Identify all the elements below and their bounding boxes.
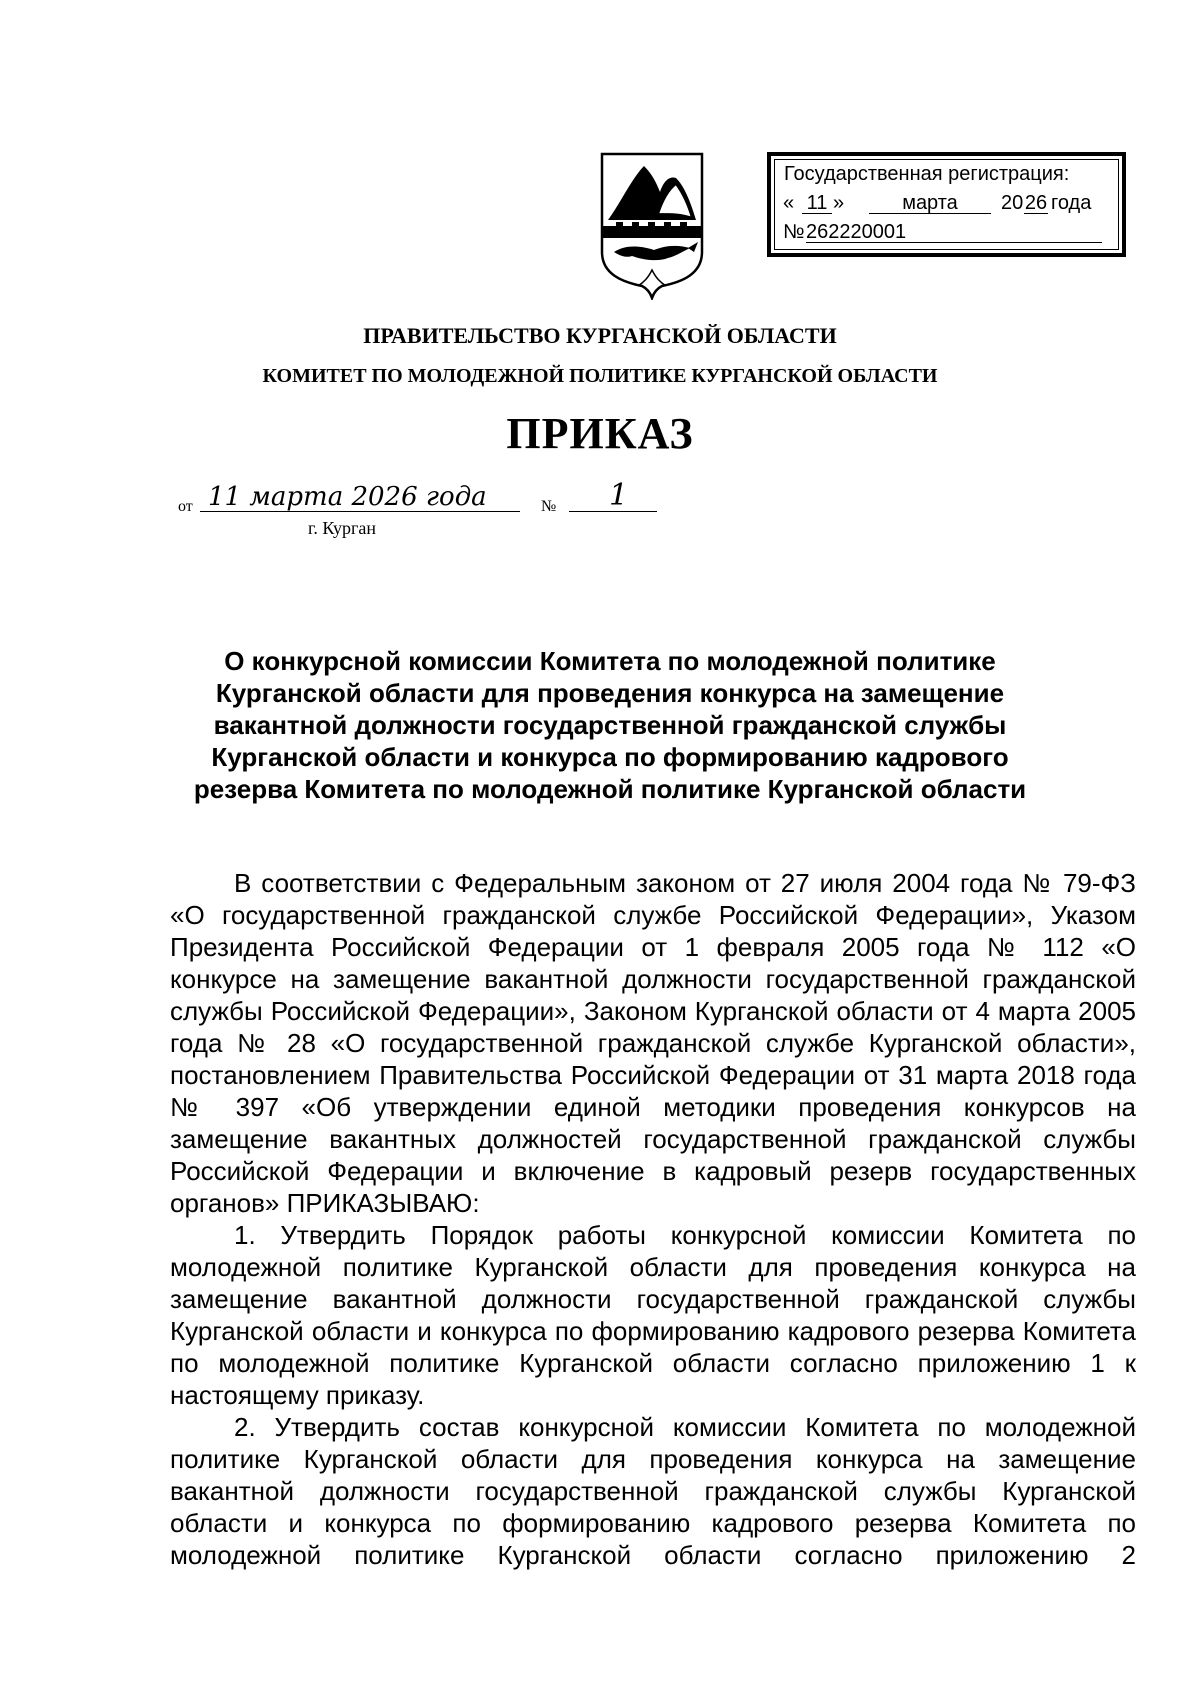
registration-title: Государственная регистрация:: [784, 163, 1070, 185]
government-title: ПРАВИТЕЛЬСТВО КУРГАНСКОЙ ОБЛАСТИ: [363, 323, 837, 348]
paragraph-item-1: 1. Утвердить Порядок работы конкурсной комиссии Комитета по молодежной политике Курганской области для проведения конкурса на замещение вакантной должности государственной гражданской службы Курганской области и конкурса по формированию кадрового резерва Комитета по молодежной политике Курганской области согласно приложению 1 к настоящему приказу.: [170, 1220, 1136, 1410]
coat-of-arms-emblem: [598, 152, 706, 300]
document-title: О конкурсной комиссии Комитета по молодежной политике Курганской области для проведения конкурса на замещение вакантной должности государственной гражданской службы Курганской области и конкурса по формированию кадрового резерва Комитета по молодежной политике Курганской области: [193, 646, 1027, 804]
registration-number-label: №: [783, 221, 805, 243]
committee-title: КОМИТЕТ ПО МОЛОДЕЖНОЙ ПОЛИТИКЕ КУРГАНСКОЙ ОБЛАСТИ: [262, 365, 938, 387]
registration-stamp: [767, 152, 1126, 257]
order-date-handwritten: 11 марта 2026 года: [200, 482, 520, 512]
document-body: [170, 867, 1136, 1571]
registration-day: 11: [802, 193, 832, 214]
date-from-label: от: [178, 498, 193, 515]
paragraph-item-2: 2. Утвердить состав конкурсной комиссии Комитета по молодежной политике Курганской области для проведения конкурса на замещение вакантной должности государственной гражданской службы Курганской области и конкурса по формированию кадрового резерва Комитета по молодежной политике Курганской области согласно приложению 2: [170, 1412, 1136, 1570]
paragraph-preamble: В соответствии с Федеральным законом от 27 июля 2004 года № 79-ФЗ «О государственной гражданской службе Российской Федерации», Указом Президента Российской Федерации от 1 февраля 2005 года № 112 «О конкурсе на замещение вакантной должности государственной гражданской службы Российской Федерации», Законом Курганской области от 4 марта 2005 года № 28 «О государственной гражданской службе Курганской области», постановлением Правительства Российской Федерации от 31 марта 2018 года № 397 «Об утверждении единой методики проведения конкурсов на замещение вакантных должностей государственной гражданской службы Российской Федерации и включение в кадровый резерв государственных органов» ПРИКАЗЫВАЮ:: [170, 868, 1136, 1218]
registration-month: марта: [869, 193, 991, 214]
registration-quote-close: »: [833, 192, 845, 214]
order-number-handwritten: 1: [569, 480, 657, 512]
registration-quote-open: «: [783, 192, 795, 214]
registration-year-suffix: 26: [1024, 192, 1048, 214]
city-label: г. Курган: [308, 518, 377, 538]
document-type-title: ПРИКАЗ: [506, 409, 694, 458]
registration-year-word: года: [1051, 192, 1092, 214]
registration-number: 262220001: [806, 222, 1102, 243]
order-number-label: №: [541, 498, 557, 515]
order-date-line: [178, 478, 678, 558]
registration-year-prefix: 20: [1001, 192, 1024, 214]
